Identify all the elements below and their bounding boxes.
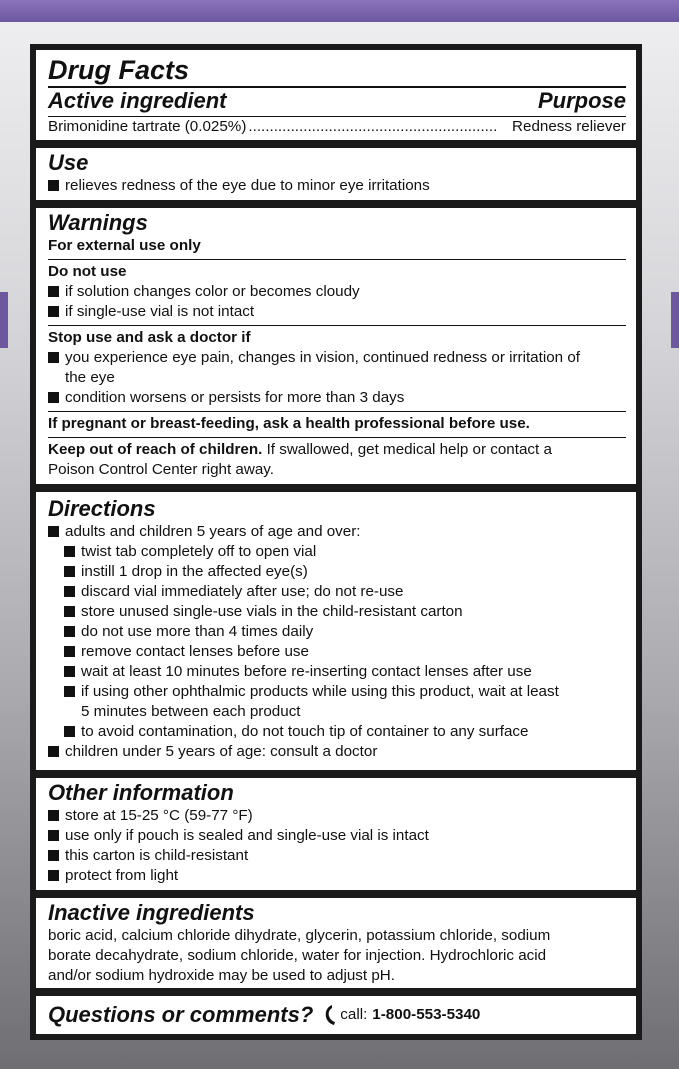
list-item: store unused single-use vials in the child-resistant carton	[48, 602, 626, 622]
drug-facts-panel	[30, 44, 642, 1040]
directions-section	[36, 492, 636, 770]
warnings-section	[36, 208, 636, 484]
call-label: call:	[340, 1006, 368, 1023]
list-item: this carton is child-resistant	[48, 846, 626, 866]
leader-dots: ...........................................................	[248, 118, 498, 135]
list-item: you experience eye pain, changes in vision, continued redness or irritation of	[48, 348, 626, 368]
stop-use-heading: Stop use and ask a doctor if	[48, 329, 251, 346]
use-section	[36, 148, 636, 200]
other-information-section	[36, 778, 636, 890]
list-item: adults and children 5 years of age and over:	[48, 522, 626, 542]
list-item: if using other ophthalmic products while using this product, wait at least	[48, 682, 626, 702]
warnings-heading: Warnings	[48, 210, 148, 235]
other-information-heading: Other information	[48, 780, 234, 805]
carton-side-tab-right	[671, 292, 679, 348]
use-heading: Use	[48, 150, 89, 175]
keep-out-of-reach-line2: Poison Control Center right away.	[48, 461, 274, 478]
list-item: wait at least 10 minutes before re-inserting contact lenses after use	[48, 662, 626, 682]
list-item: if solution changes color or becomes cloudy	[48, 282, 626, 302]
active-ingredient: Brimonidine tartrate (0.025%)	[48, 118, 247, 135]
directions-heading: Directions	[48, 496, 156, 521]
purpose-value: Redness reliever	[512, 118, 626, 135]
inactive-ingredients-heading: Inactive ingredients	[48, 900, 255, 925]
external-use-note: For external use only	[48, 237, 201, 254]
phone-icon	[323, 1004, 337, 1026]
list-item: to avoid contamination, do not touch tip of container to any surface	[48, 722, 626, 742]
list-item: remove contact lenses before use	[48, 642, 626, 662]
list-item-continued: 5 minutes between each product	[81, 703, 301, 720]
list-item: condition worsens or persists for more than 3 days	[48, 388, 626, 408]
phone-number[interactable]: 1-800-553-5340	[372, 1006, 481, 1023]
purpose-heading: Purpose	[537, 88, 626, 113]
pregnancy-warning: If pregnant or breast-feeding, ask a health professional before use.	[48, 415, 530, 432]
inactive-ingredients-line: borate decahydrate, sodium chloride, water for injection. Hydrochloric acid	[48, 947, 547, 964]
list-item: use only if pouch is sealed and single-use vial is intact	[48, 826, 626, 846]
inactive-ingredients-section	[36, 898, 636, 988]
list-item: twist tab completely off to open vial	[48, 542, 626, 562]
questions-section	[36, 996, 636, 1034]
list-item: do not use more than 4 times daily	[48, 622, 626, 642]
list-item: relieves redness of the eye due to minor eye irritations	[48, 176, 626, 196]
carton-side-tab-left	[0, 292, 8, 348]
carton-top-band	[0, 0, 679, 22]
keep-out-of-reach: Keep out of reach of children. If swallowed, get medical help or contact a	[48, 441, 552, 458]
questions-heading: Questions or comments?	[48, 1002, 314, 1027]
drug-facts-header	[36, 50, 636, 140]
list-item: children under 5 years of age: consult a doctor	[48, 742, 626, 762]
list-item: discard vial immediately after use; do not re-use	[48, 582, 626, 602]
inactive-ingredients-line: boric acid, calcium chloride dihydrate, glycerin, potassium chloride, sodium	[48, 927, 551, 944]
do-not-use-heading: Do not use	[48, 263, 127, 280]
list-item: protect from light	[48, 866, 626, 886]
inactive-ingredients-line: and/or sodium hydroxide may be used to adjust pH.	[48, 967, 395, 984]
drug-facts-title: Drug Facts	[48, 55, 190, 85]
list-item: store at 15-25 °C (59-77 °F)	[48, 806, 626, 826]
list-item: if single-use vial is not intact	[48, 302, 626, 322]
list-item: instill 1 drop in the affected eye(s)	[48, 562, 626, 582]
list-item-continued: the eye	[65, 369, 115, 386]
active-ingredient-heading: Active ingredient	[48, 88, 227, 113]
